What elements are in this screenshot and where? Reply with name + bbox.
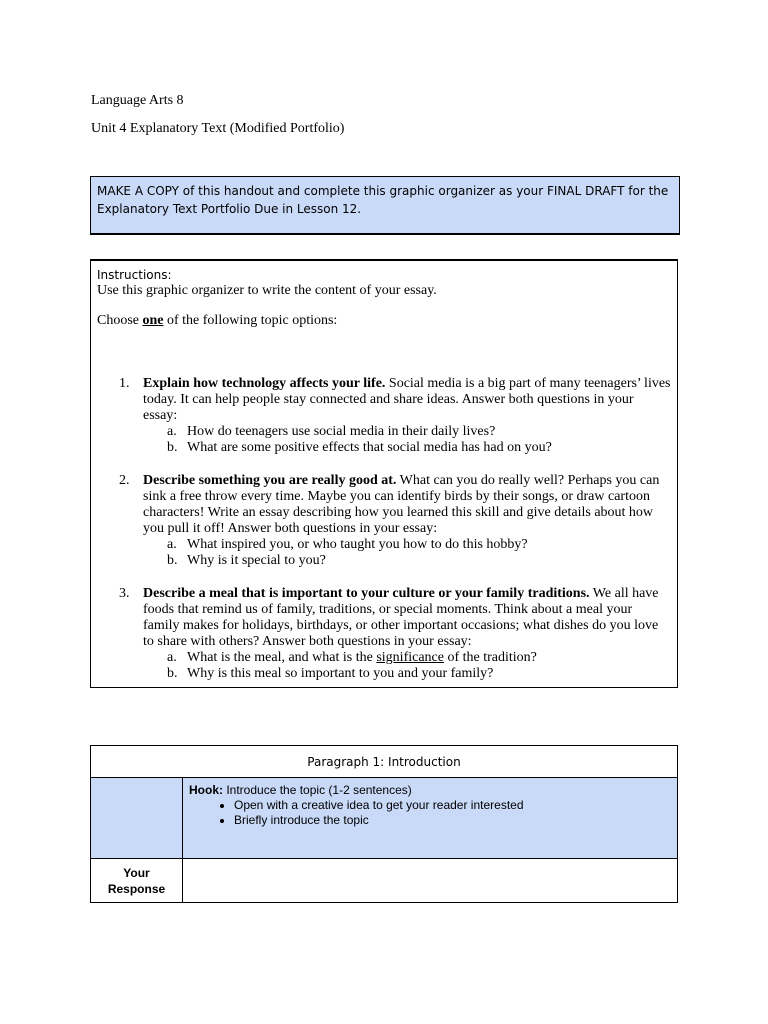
copy-notice-text: MAKE A COPY of this handout and complete this graphic organizer as your FINAL DRAFT for the Explanatory Text Portfolio Due in Lesson 12. (97, 184, 669, 216)
choose-emphasis: one (142, 313, 164, 328)
instructions-box (90, 259, 678, 688)
topic-item (97, 376, 671, 456)
topic-body: We all have foods that remind us of family, traditions, or special moments. Think about a meal your family makes for holidays, birthdays, or other important occasions; what dishes do you love to share with others? Answer both questions in your essay: (143, 586, 659, 649)
topic-number: 1. (119, 376, 130, 391)
instructions-label: Instructions: (97, 268, 172, 282)
question-item: b. What are some positive effects that social media has had on you? (167, 440, 552, 455)
topic-title: Describe a meal that is important to your culture or your family traditions. (143, 586, 590, 601)
topic-item (97, 473, 671, 569)
topic-body: Social media is a big part of many teenagers’ lives today. It can help people stay connected and share ideas. Answer both questions in your essay: (143, 376, 671, 423)
choose-instruction: Choose one of the following topic options: (97, 313, 338, 328)
question-list (97, 424, 671, 456)
hook-bullet-list (189, 798, 671, 828)
topic-item (97, 586, 671, 682)
instructions-intro: Use this graphic organizer to write the content of your essay. (97, 283, 437, 298)
question-list (97, 537, 671, 569)
hook-label-cell (91, 778, 183, 859)
hook-text: Introduce the topic (1-2 sentences) (223, 783, 412, 797)
question-item: a. What inspired you, or who taught you how to do this hobby? (167, 537, 528, 552)
topic-number: 3. (119, 586, 130, 601)
paragraph-title: Paragraph 1: Introduction (91, 746, 678, 778)
your-response-label: Your Response (91, 859, 183, 903)
significance-term: significance (376, 650, 444, 665)
your-response-field[interactable] (183, 859, 678, 903)
copy-notice-box (90, 176, 680, 235)
hook-bullet: • Open with a creative idea to get your reader interested (234, 798, 671, 813)
question-item: a. What is the meal, and what is the significance of the tradition? (167, 650, 537, 665)
topic-number: 2. (119, 473, 130, 488)
unit-title: Unit 4 Explanatory Text (Modified Portfolio) (91, 121, 345, 136)
course-title: Language Arts 8 (91, 93, 184, 108)
topic-body: What can you do really well? Perhaps you can sink a free throw every time. Maybe you can identify birds by their songs, or draw cartoon characters! Write an essay describing how you learned this skill and give details about how you pull it off! Answer both questions in your essay: (143, 473, 660, 536)
question-item: a. How do teenagers use social media in their daily lives? (167, 424, 496, 439)
question-list (97, 650, 671, 682)
hook-label: Hook: (189, 783, 223, 797)
hook-bullet: • Briefly introduce the topic (234, 813, 671, 828)
question-item: b. Why is it special to you? (167, 553, 326, 568)
hook-guidance (183, 778, 678, 859)
topic-list (97, 376, 671, 682)
topic-title: Describe something you are really good at. (143, 473, 397, 488)
paragraph-organizer-table (90, 745, 678, 903)
question-item: b. Why is this meal so important to you and your family? (167, 666, 494, 681)
topic-title: Explain how technology affects your life. (143, 376, 386, 391)
